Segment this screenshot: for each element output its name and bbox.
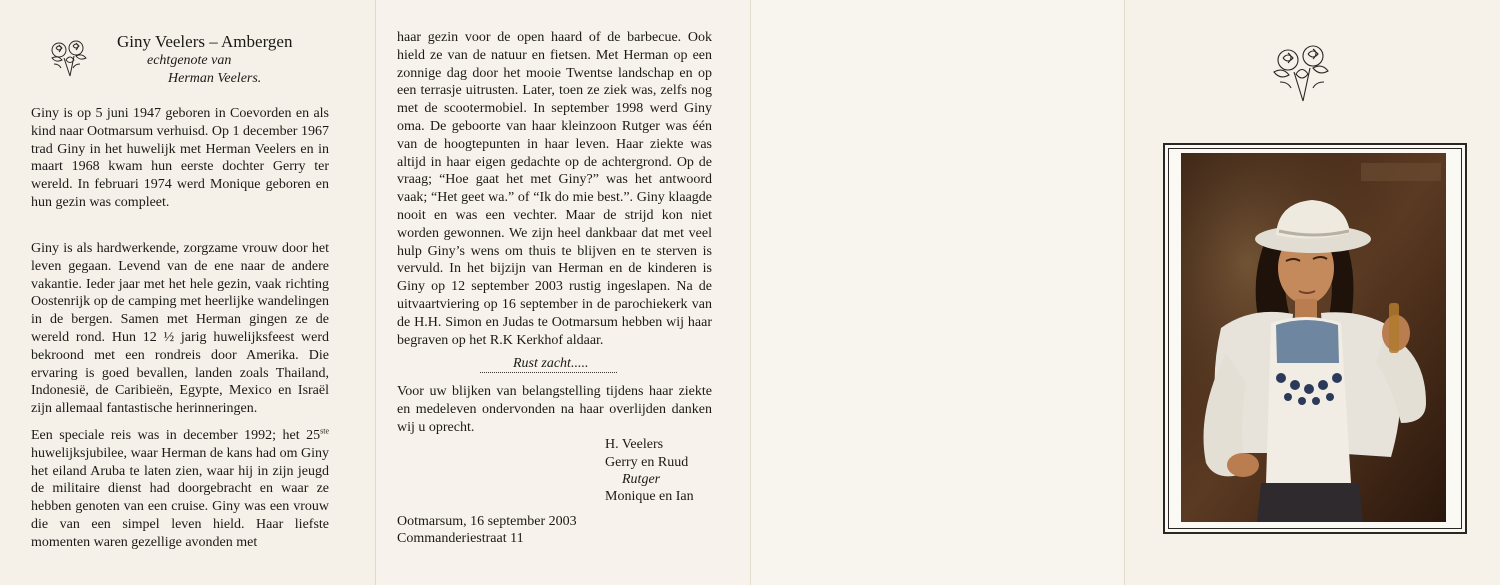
paragraph-text: Giny is op 5 juni 1947 geboren in Coevorden en als kind naar Ootmarsum verhuisd. Op 1 december 1967 trad Giny in het huwelijk met Herman Veelers en in maart 1968 kwam hun eerste dochter Gerry ter wereld. In februari 1974 werd Monique geboren en hun gezin was compleet. (31, 106, 329, 210)
paragraph-text (31, 427, 329, 552)
fold-line (750, 0, 751, 585)
paragraph-text: Giny is als hardwerkende, zorgzame vrouw door het leven gegaan. Levend van de ene naar de andere vakantie. Ieder jaar met het hele gezin, vaak richting Oostenrijk op de camping met heerlijke wandelingen in de bergen. Samen met Herman gingen ze de wereld rond. Hun 12 ½ jarig huwelijksfeest werd bekroond met een rondreis door Amerika. Die ervaring is goed bevallen, landen zoals Thailand, Indonesië, de Caribieën, Egypte, Mexico en Israël zijn allemaal fantastische herinneringen. (31, 241, 329, 417)
family-member: Monique en Ian (605, 489, 694, 504)
relation-text: echtgenote van (147, 53, 232, 68)
fold-line (1124, 0, 1125, 585)
panel-blank (751, 0, 1124, 585)
rose-icon (46, 36, 90, 78)
biography-paragraph-3 (31, 427, 329, 552)
paragraph-text-start: Een speciale reis was in december 1992; het 25 (31, 428, 321, 443)
place-date: Ootmarsum, 16 september 2003 (397, 514, 577, 529)
dotted-divider (480, 372, 617, 373)
rest-in-peace: Rust zacht..... (513, 356, 589, 371)
portrait-photo (1181, 153, 1446, 522)
biography-paragraph-1 (31, 105, 329, 212)
family-member: Gerry en Ruud (605, 455, 689, 470)
rose-icon (1266, 38, 1336, 104)
thanks-paragraph (397, 383, 712, 436)
spouse-name: Herman Veelers. (168, 71, 262, 86)
paragraph-text-rest: huwelijksjubilee, waar Herman de kans had om Giny het eiland Aruba te laten zien, waar hij in zijn jeugd de militaire dienst had doorgebracht en waar ze hebben genoten van een cruise. Giny was een vrouw die van een simpel leven hield. Haar liefste momenten waren gezellige avonden met (31, 445, 329, 550)
paragraph-text: Voor uw blijken van belangstelling tijdens haar ziekte en medeleven ondervonden na haar overlijden danken wij u oprecht. (397, 384, 712, 435)
ordinal-suffix: ste (320, 426, 329, 436)
family-member: H. Veelers (605, 437, 664, 452)
deceased-name: Giny Veelers – Ambergen (117, 32, 293, 51)
fold-line (375, 0, 376, 585)
biography-paragraph-4 (397, 29, 712, 349)
family-member: Rutger (622, 472, 661, 487)
paragraph-text: haar gezin voor de open haard of de barbecue. Ook hield ze van de natuur en fietsen. Met Herman op een zonnige dag door het mooie Twentse landschap en op een terrasje uitrusten. Later, toen ze ziek was, zelfs nog met de scootermobiel. In september 1998 werd Giny oma. De geboorte van haar kleinzoon Rutger was één van de hoogtepunten in haar leven. Haar ziekte was altijd in haar eigen gedachte op de achtergrond. Op de vraag; “Hoe gaat het met Giny?” was het antwoord vaak; “Het geet wa.” of “Ik do mie best.”. Giny klaagde nooit en was een vechter. Maar de strijd kon niet worden gewonnen. We zijn heel dankbaar dat met veel hulp Giny’s wens om thuis te blijven en te sterven is vervuld. In het bijzijn van Herman en de kinderen is Giny op 12 september 2003 rustig ingeslapen. Na de uitvaartviering op 16 september in de parochiekerk van de H.H. Simon en Judas te Ootmarsum hebben wij haar begraven op het R.K Kerkhof aldaar. (397, 30, 712, 348)
address: Commanderiestraat 11 (397, 531, 524, 546)
biography-paragraph-2 (31, 240, 329, 418)
